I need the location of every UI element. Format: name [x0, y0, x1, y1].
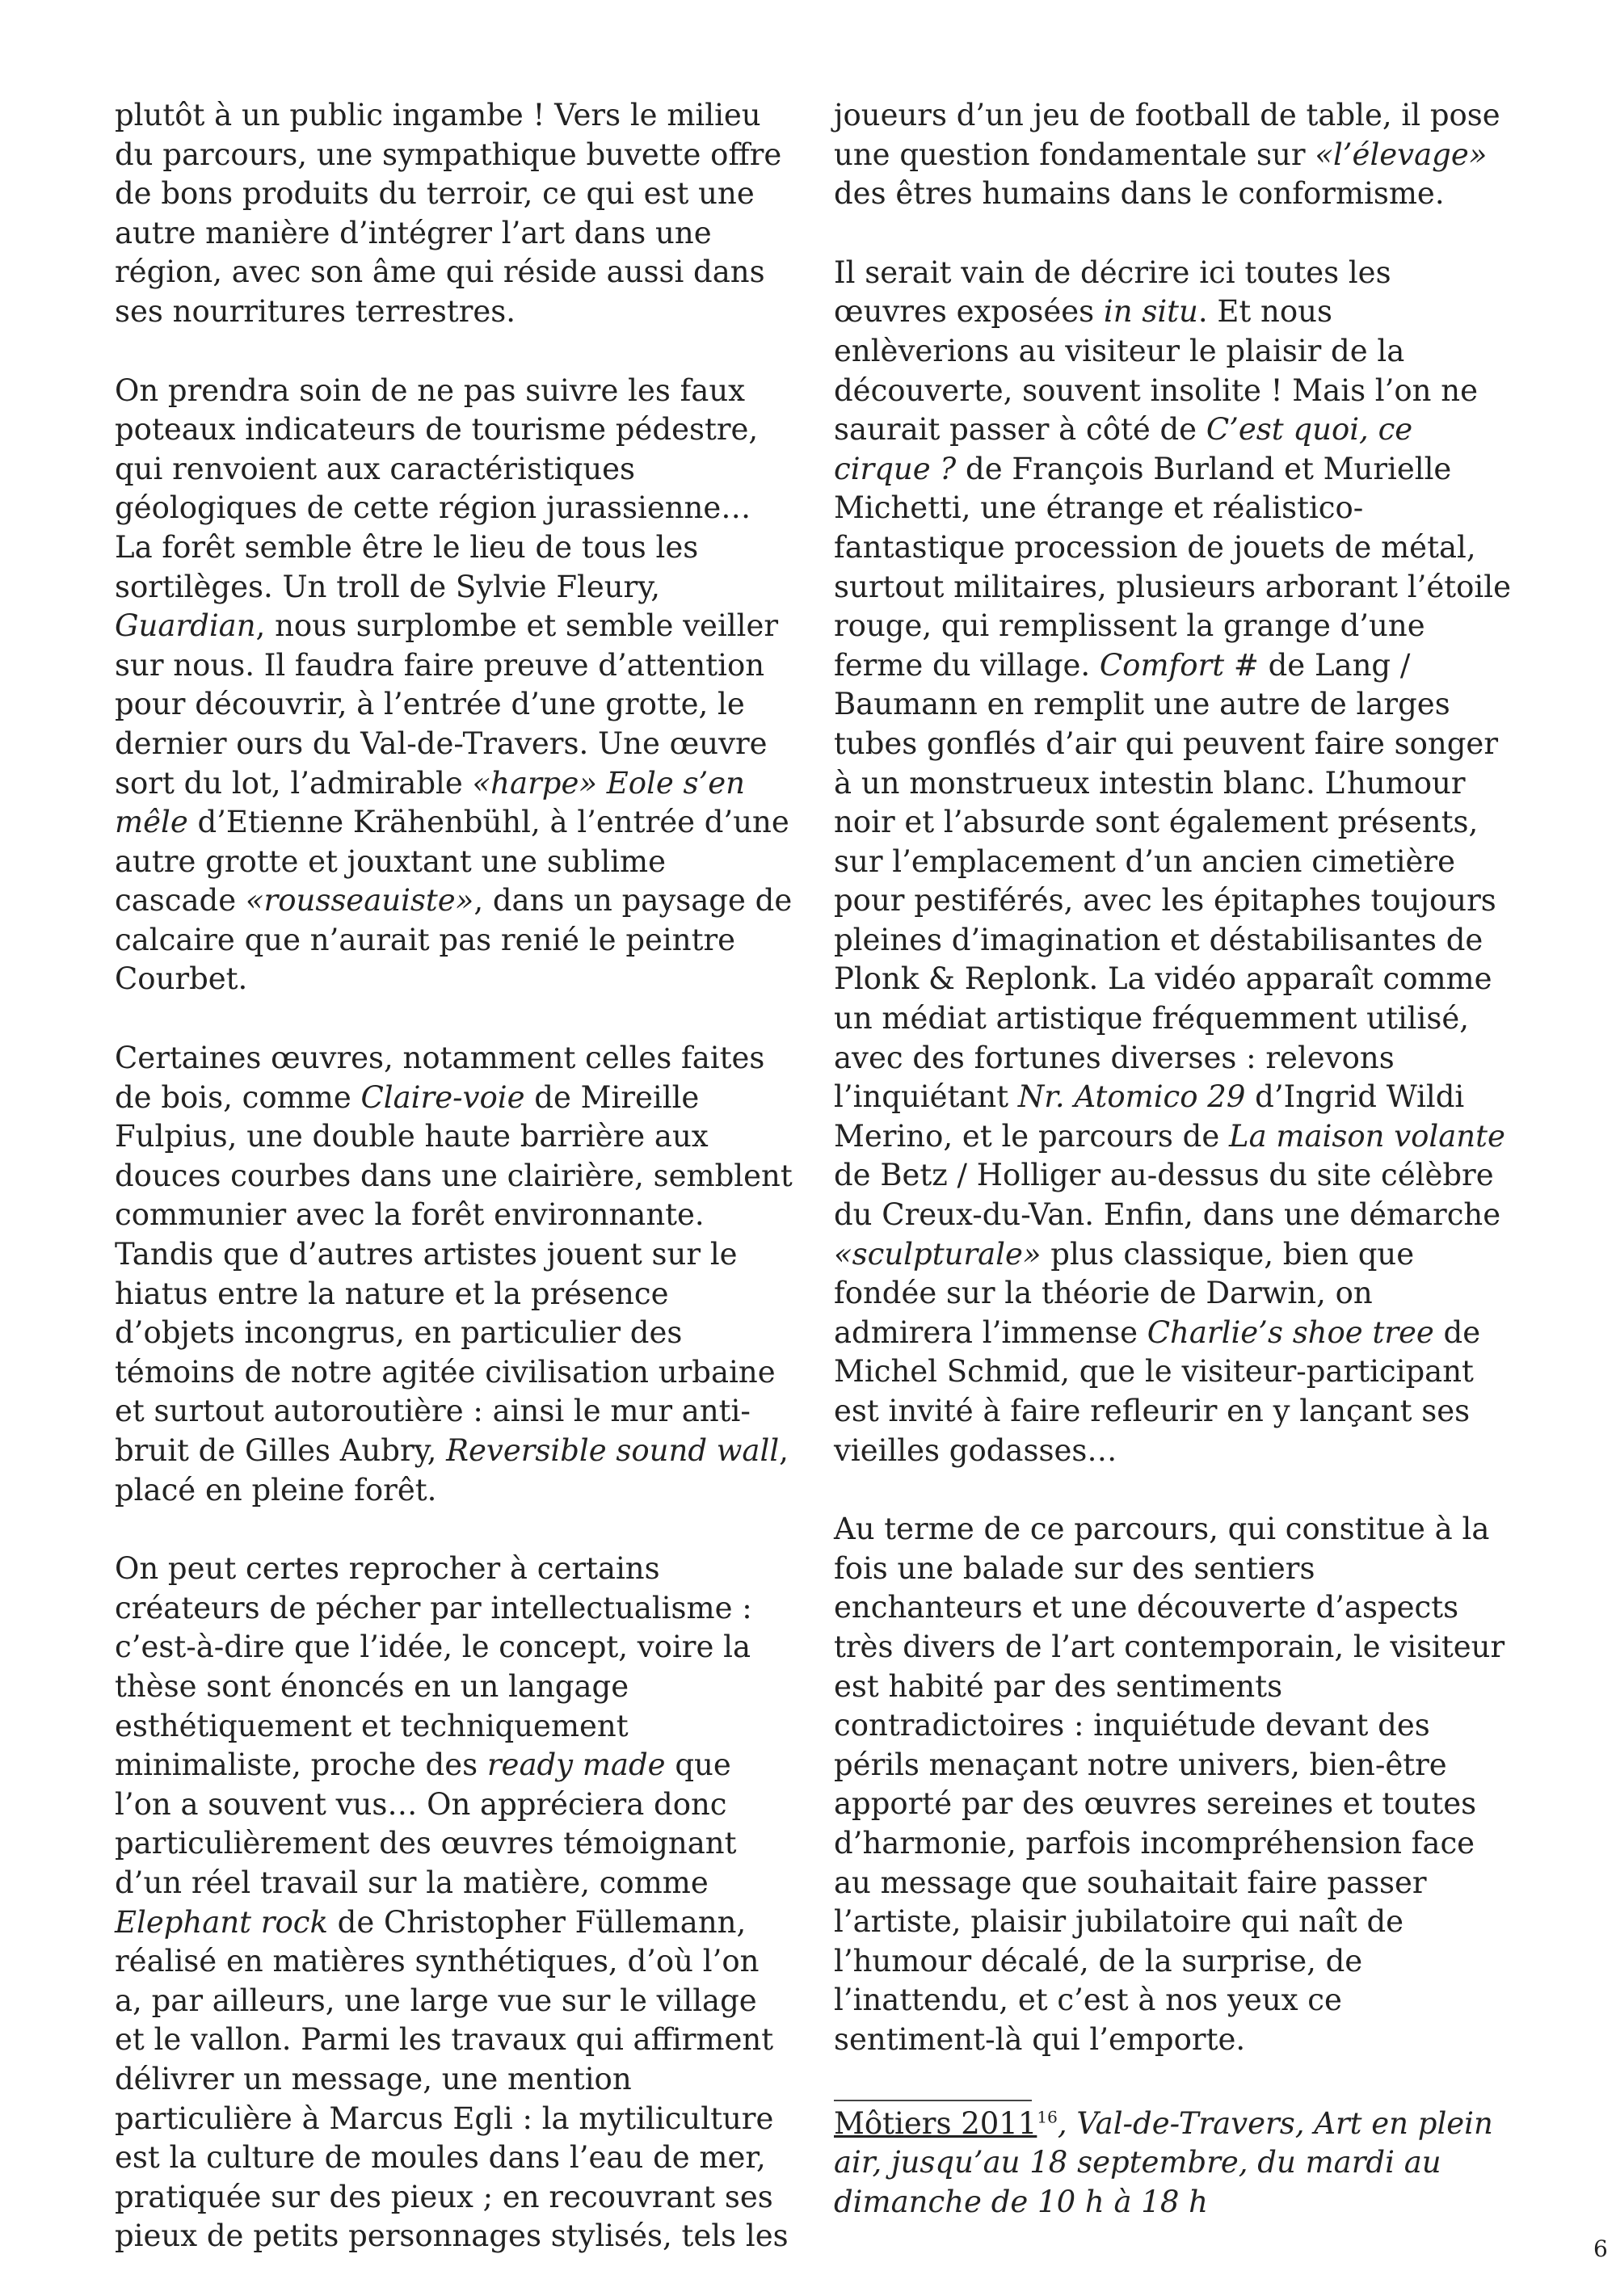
- text-run: d’Ingrid Wildi Merino, et le parcours de: [834, 1079, 1465, 1154]
- text-run: de Lang / Baumann en remplit une autre de larges tubes gonflés d’air qui peuvent faire songer à un monstrueux intestin blanc. L’humour noir et l’absurde sont également présents, sur l’emplacement d’un ancien cimetière pour pestiférés, avec les épitaphes toujours pleines d’imagination et déstabilisantes de Plonk & Replonk. La vidéo apparaît comme un médiat artistique fréquemment utilisé, avec des fortunes diverses : relevons l’inquiétant: [834, 647, 1499, 1115]
- text-run: plus classique, bien que fondée sur la théorie de Darwin, on admirera l’immense: [834, 1236, 1415, 1350]
- italic-title: La maison volante: [1229, 1118, 1505, 1154]
- footnote-text: , Val-de-Travers, Art en plein air, jusqu’au 18 septembre, du mardi au dimanche de 10 h à 18 h: [834, 2105, 1493, 2219]
- footnote-marker: 16: [1037, 2107, 1058, 2127]
- text-run: On prendra soin de ne pas suivre les faux poteaux indicateurs de tourisme pédestre, qui renvoient aux caractéristiques géologiques de cette région jurassienne… La forêt semble être le lieu de tous les sortilèges. Un troll de Sylvie Fleury,: [115, 372, 759, 604]
- footnote: [834, 2105, 1513, 2222]
- italic-title: C’est quoi, ce cirque ?: [834, 412, 1413, 486]
- paragraph: [834, 254, 1513, 1470]
- italic-title: Charlie’s shoe tree: [1147, 1314, 1434, 1350]
- paragraph: [834, 96, 1513, 214]
- italic-title: «harpe» Eole s’en mêle: [115, 765, 745, 840]
- text-run: de Michel Schmid, que le visiteur-participant est invité à faire refleurir en y lançant ses vieilles godasses…: [834, 1314, 1481, 1468]
- italic-title: Guardian: [115, 608, 256, 644]
- text-run: plutôt à un public ingambe ! Vers le milieu du parcours, une sympathique buvette offre de bons produits du terroir, ce qui est une autre manière d’intégrer l’art dans une région, avec son âme qui réside aussi dans ses nourritures terrestres.: [115, 98, 782, 329]
- paragraph: [115, 372, 793, 1000]
- right-paragraphs: [834, 96, 1513, 2060]
- italic-title: Comfort #: [1099, 647, 1259, 683]
- text-run: de François Burland et Murielle Michetti, une étrange et réalistico-fantastique procession de jouets de métal, surtout militaires, plusieurs arborant l’étoile rouge, qui remplissent la grange d’une ferme du village.: [834, 451, 1511, 683]
- text-run: joueurs d’un jeu de football de table, il pose une question fondamentale sur: [834, 98, 1500, 172]
- italic-title: in situ: [1103, 294, 1198, 330]
- text-run: . Et nous enlèverions au visiteur le plaisir de la découverte, souvent insolite ! Mais l’on ne saurait passer à côté de: [834, 294, 1478, 448]
- text-run: , nous surplombe et semble veiller sur nous. Il faudra faire preuve d’attention pour découvrir, à l’entrée d’une grotte, le dernier ours du Val-de-Travers. Une œuvre sort du lot, l’admirable: [115, 608, 779, 801]
- italic-title: Claire-voie: [360, 1079, 525, 1115]
- paragraph: [834, 1510, 1513, 2059]
- right-column: [834, 96, 1513, 2222]
- text-run: de Betz / Holliger au-dessus du site célèbre du Creux-du-Van. Enfin, dans une démarche: [834, 1158, 1501, 1233]
- italic-title: «l’élevage»: [1315, 137, 1488, 172]
- text-run: d’Etienne Krähenbühl, à l’entrée d’une autre grotte et jouxtant une sublime cascade: [115, 805, 789, 919]
- text-run: On peut certes reprocher à certains créateurs de pécher par intellectualisme : c’est-à-dire que l’idée, le concept, voire la thèse sont énoncés en un langage esthétiquement et techniquement minimaliste, proche des: [115, 1551, 752, 1783]
- left-column: [115, 96, 793, 2296]
- italic-title: «rousseauiste»: [245, 883, 474, 919]
- text-run: , dans un paysage de calcaire que n’aurait pas renié le peintre Courbet.: [115, 883, 793, 997]
- italic-title: «sculpturale»: [834, 1236, 1042, 1272]
- text-run: des êtres humains dans le conformisme.: [834, 176, 1445, 212]
- italic-title: ready made: [486, 1747, 666, 1783]
- text-run: , placé en pleine forêt.: [115, 1433, 789, 1508]
- page-number: 6: [1593, 2235, 1608, 2262]
- text-run: Certaines œuvres, notamment celles faites de bois, comme: [115, 1041, 765, 1115]
- paragraph: [115, 1550, 793, 2256]
- text-run: de Mireille Fulpius, une double haute barrière aux douces courbes dans une clairière, semblent communier avec la forêt environnante. Tandis que d’autres artistes jouent sur le hiatus entre la nature et la présence d’objets incongrus, en particulier des témoins de notre agitée civilisation urbaine et surtout autoroutière : ainsi le mur anti-bruit de Gilles Aubry,: [115, 1079, 793, 1468]
- paragraph: [115, 96, 793, 332]
- text-run: de Christopher Füllemann, réalisé en matières synthétiques, d’où l’on a, par ailleurs, une large vue sur le village et le vallon. Parmi les travaux qui affirment délivrer un message, une mention particulière à Marcus Egli : la mytiliculture est la culture de moules dans l’eau de mer, pratiquée sur des pieux ; en recouvrant ses pieux de petits personnages stylisés, tels les: [115, 1904, 789, 2254]
- text-run: Il serait vain de décrire ici toutes les œuvres exposées: [834, 254, 1391, 330]
- footnote-divider: [834, 2100, 1032, 2101]
- footnote-title: Môtiers 2011: [834, 2105, 1037, 2141]
- text-run: Au terme de ce parcours, qui constitue à la fois une balade sur des sentiers enchanteurs et une découverte d’aspects très divers de l’art contemporain, le visiteur est habité par des sentiments contradictoires : inquiétude devant des périls menaçant notre univers, bien-être apporté par des œuvres sereines et toutes d’harmonie, parfois incompréhension face au message que souhaitait faire passer l’artiste, plaisir jubilatoire qui naît de l’humour décalé, de la surprise, de l’inattendu, et c’est à nos yeux ce sentiment-là qui l’emporte.: [834, 1512, 1505, 2057]
- paragraph: [115, 1039, 793, 1510]
- text-run: que l’on a souvent vus… On appréciera donc particulièrement des œuvres témoignant d’un réel travail sur la matière, comme: [115, 1747, 737, 1900]
- italic-title: Reversible sound wall: [446, 1433, 780, 1468]
- italic-title: Nr. Atomico 29: [1017, 1079, 1246, 1115]
- italic-title: Elephant rock: [115, 1904, 328, 1940]
